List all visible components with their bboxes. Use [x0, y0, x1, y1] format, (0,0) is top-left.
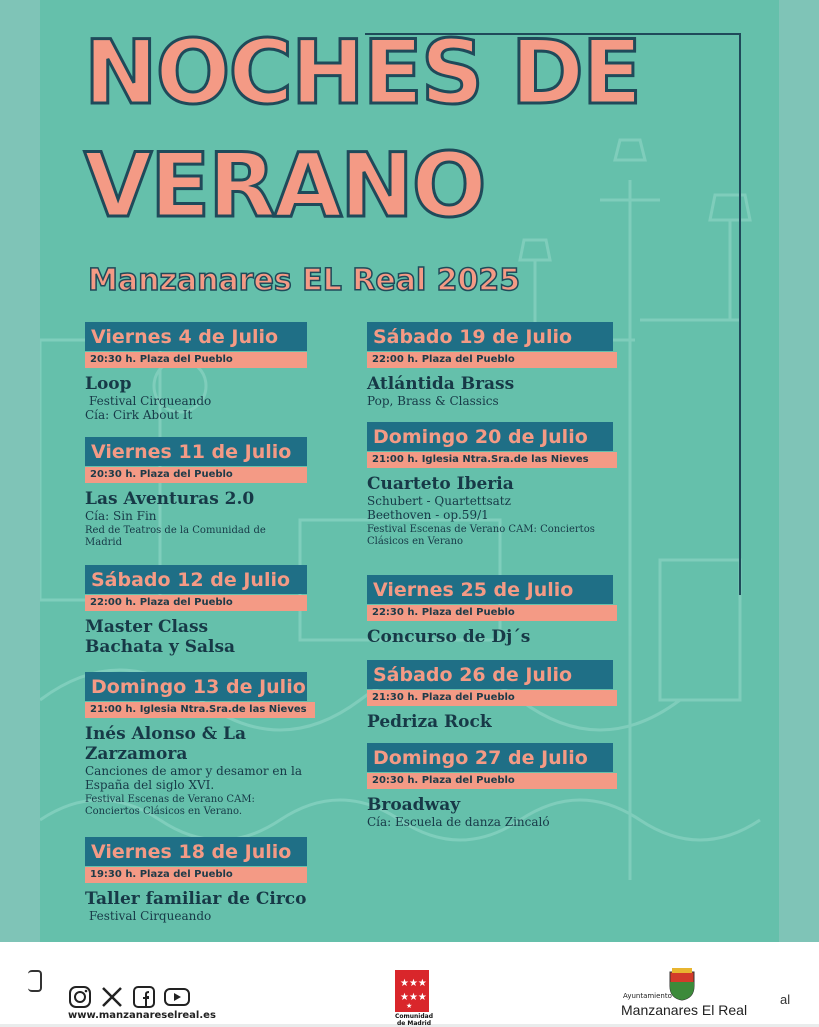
- event-date: Viernes 18 de Julio: [85, 837, 307, 866]
- facebook-icon[interactable]: [132, 985, 156, 1009]
- event-card: [367, 322, 617, 408]
- ayuntamiento-name: Manzanares El Real: [621, 1002, 748, 1018]
- event-name: Inés Alonso & La Zarzamora: [85, 724, 247, 764]
- poster: [40, 0, 779, 942]
- event-card: [85, 672, 315, 818]
- event-place: 20:30 h. Plaza del Pueblo: [85, 467, 307, 483]
- event-card: [85, 437, 307, 549]
- event-note: Red de Teatros de la Comunidad de Madrid: [85, 525, 266, 548]
- event-desc: Beethoven - op.59/1: [367, 508, 489, 522]
- event-desc: Cía: Cirk About It: [85, 408, 193, 422]
- event-name: Las Aventuras 2.0: [85, 489, 255, 509]
- event-name: Broadway: [367, 795, 461, 815]
- event-desc: Pop, Brass & Classics: [367, 394, 499, 408]
- event-place: 22:30 h. Plaza del Pueblo: [367, 605, 617, 621]
- website-url[interactable]: www.manzanareselreal.es: [68, 1010, 216, 1021]
- event-card: [85, 322, 307, 422]
- event-date: Sábado 12 de Julio: [85, 565, 307, 594]
- event-desc: Festival Cirqueando: [89, 394, 212, 408]
- event-place: 21:00 h. Iglesia Ntra.Sra.de las Nieves: [85, 702, 315, 718]
- event-name: Pedriza Rock: [367, 712, 492, 732]
- event-name: Concurso de Dj´s: [367, 627, 531, 647]
- event-place: 20:30 h. Plaza del Pueblo: [367, 773, 617, 789]
- event-date: Viernes 11 de Julio: [85, 437, 307, 466]
- event-date: Viernes 4 de Julio: [85, 322, 307, 351]
- event-date: Domingo 20 de Julio: [367, 422, 613, 451]
- event-name: Atlántida Brass: [367, 374, 515, 394]
- event-name: Taller familiar de Circo: [85, 889, 307, 909]
- x-icon[interactable]: [100, 985, 124, 1009]
- event-card: [367, 422, 617, 548]
- event-date: Viernes 25 de Julio: [367, 575, 613, 604]
- svg-text:★★★: ★★★: [400, 978, 427, 989]
- poster-subtitle: Manzanares EL Real 2025: [88, 263, 521, 298]
- event-desc: Cía: Escuela de danza Zincaló: [367, 815, 550, 829]
- event-place: 19:30 h. Plaza del Pueblo: [85, 867, 307, 883]
- ayuntamiento-crest: [668, 968, 696, 1006]
- event-card: [367, 660, 617, 732]
- event-desc: Festival Cirqueando: [89, 909, 212, 923]
- adjacent-slide-text: al: [780, 992, 791, 1007]
- svg-text:★: ★: [406, 1002, 413, 1010]
- event-desc: Schubert - Quartettsatz: [367, 494, 511, 508]
- instagram-icon[interactable]: [68, 985, 92, 1009]
- event-date: Sábado 26 de Julio: [367, 660, 613, 689]
- event-date: Sábado 19 de Julio: [367, 322, 613, 351]
- comunidad-madrid-text: Comunidad de Madrid: [394, 1013, 433, 1027]
- event-name: Loop: [85, 374, 132, 394]
- title-line-2: VERANO: [84, 134, 485, 237]
- event-name: Master Class Bachata y Salsa: [85, 617, 236, 657]
- event-card: [85, 837, 365, 923]
- event-place: 22:00 h. Plaza del Pueblo: [85, 595, 307, 611]
- svg-text:★★★: ★★★: [400, 992, 427, 1003]
- event-note: Festival Escenas de Verano CAM: Conciertos Clásicos en Verano: [367, 524, 595, 547]
- event-card: [85, 565, 307, 657]
- poster-title: [84, 21, 640, 237]
- event-card: [367, 743, 617, 829]
- ayuntamiento-label: Ayuntamiento: [623, 992, 672, 1000]
- youtube-icon[interactable]: [164, 985, 188, 1009]
- event-desc: Canciones de amor y desamor en la España del siglo XVI.: [85, 764, 303, 792]
- adjacent-slide-left: [0, 0, 40, 1024]
- event-card: [367, 575, 617, 647]
- event-place: 21:00 h. Iglesia Ntra.Sra.de las Nieves: [367, 452, 617, 468]
- event-place: 21:30 h. Plaza del Pueblo: [367, 690, 617, 706]
- adjacent-slide-right: [779, 0, 819, 1024]
- comunidad-madrid-logo: [395, 970, 429, 1016]
- adjacent-slide-icon: [28, 970, 42, 992]
- event-note: Festival Escenas de Verano CAM: Conciertos Clásicos en Verano.: [85, 794, 255, 817]
- event-date: Domingo 27 de Julio: [367, 743, 613, 772]
- event-desc: Cía: Sin Fin: [85, 509, 157, 523]
- event-name: Cuarteto Iberia: [367, 474, 514, 494]
- event-place: 22:00 h. Plaza del Pueblo: [367, 352, 617, 368]
- event-place: 20:30 h. Plaza del Pueblo: [85, 352, 307, 368]
- event-date: Domingo 13 de Julio: [85, 672, 307, 701]
- social-links: [68, 985, 188, 1009]
- title-line-1: NOCHES DE: [84, 21, 640, 124]
